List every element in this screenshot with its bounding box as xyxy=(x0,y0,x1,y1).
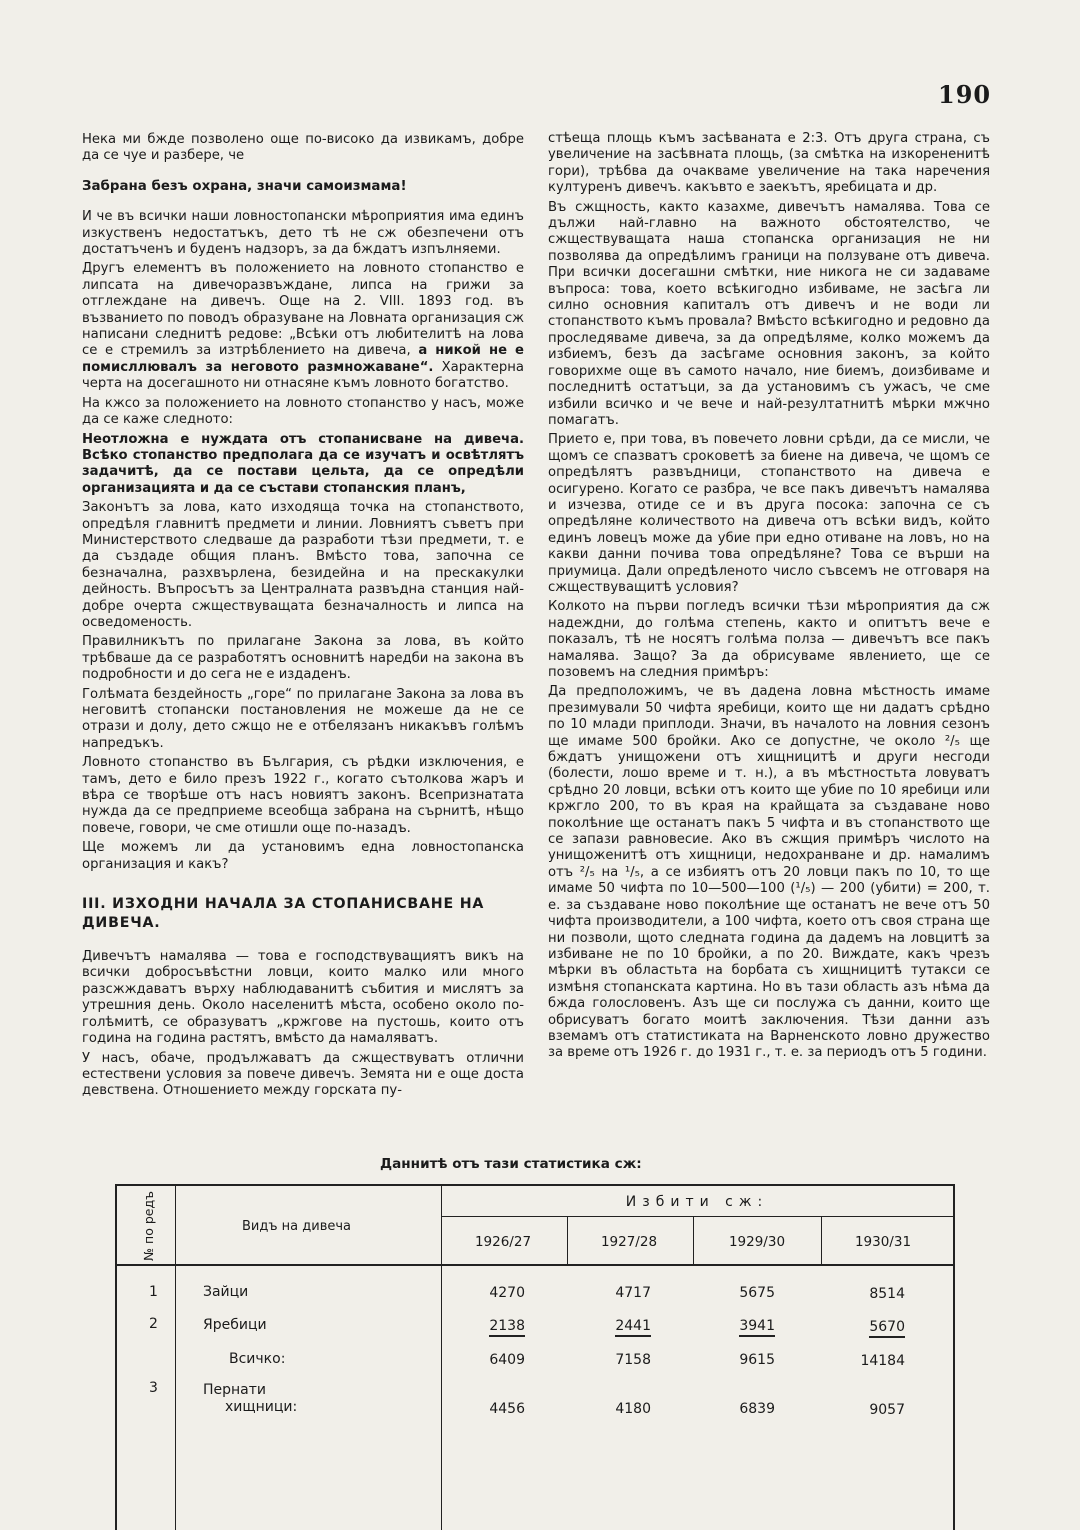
paragraph: У насъ, обаче, продължаватъ да сжществуватъ отлични естествени условия за повече дивечъ. Земята ни е още доста девствена. Отношението между горската пу- xyxy=(82,1050,524,1099)
row-number: 2 xyxy=(149,1316,158,1332)
underlined-value: 2138 xyxy=(489,1318,525,1337)
statistics-table xyxy=(115,1184,955,1530)
table-cell: 6409 xyxy=(489,1352,525,1368)
paragraph-bold-quote: а никой не е помисллювалъ за неговото размножаване“. xyxy=(82,343,524,375)
table-divider xyxy=(693,1216,694,1264)
table-cell xyxy=(695,1318,775,1334)
paragraph: Въ сжщность, както казахме, дивечътъ намалява. Това се дължи най-главно на важното обстоятелство, че сжществуващата наша стопанска организация не ни позволява да опредѣлимъ граници на ползуване отъ дивеча. При всички досегашни смѣтки, ние никога не си задаваме въпроса: това, което всѣкигодно избиваме, не засѣга ли силно основния капиталъ отъ дивечъ и не води ли стопанството къмъ провала? Вмѣсто всѣкигодно и редовно да проследяваме дивеча, за да опредѣляме, колко можемъ да избиемъ, безъ да засѣгаме основния законъ, за който говорихме още въ самото начало, ние биемъ, доизбиваме и последнитѣ остатъци, за да установимъ съ ужасъ, че сме избили всичко и че вече и най-резултатнитѣ мѣрки мжчно помагатъ. xyxy=(548,199,990,428)
underlined-value: 2441 xyxy=(615,1318,651,1337)
paragraph: Да предположимъ, че въ дадена ловна мѣстность имаме презимували 50 чифта яребици, които ще ни дадатъ срѣдно по 10 млади приплоди. Значи, въ началото на ловния сезонъ ще имаме 500 бройки. Ако се допустне, че около ²/₅ ще бждатъ унищожени отъ хищницитѣ и други несгоди (болести, лошо време и т. н.), а въ мѣстностьта ловуватъ срѣдно 20 ловци, всѣки отъ които ще убие по 10 яребици или кржгло 200, то въ края на крайщата за създаване ново поколѣние ще останатъ пакъ 5 чифта и въ стопанството ще се запази равновесие. Ако въ сжщия примѣръ числото на унищоженитѣ отъ хищници, недохранване и др. намалимъ отъ ²/₅ на ¹/₅, а се избиятъ отъ 20 ловци пакъ по 10, то ще имаме 50 чифта по 10—500—100 (¹/₅) — 200 (убити) = 200, т. е. за създаване ново поколѣние ще останатъ не вече отъ 50 чифта производители, а 100 чифта, което отъ своя страна ще ни позволи, щото следната година да дадемъ на ловцитѣ за избиване не по 10 бройки, а по 20. Виждате, какъ чрезъ мѣрки въ областьта на борбата съ хищницитѣ тутакси се измѣня стопанската картина. Но въ тази область азъ нѣма да бжда голословенъ. Азъ ще си послужа съ данни, които ще обрисуватъ богато моитѣ заключения. Тѣзи данни азъ вземамъ отъ статистиката на Варненското ловно дружество за време отъ 1926 г. до 1931 г., т. е. за периодъ отъ 5 години. xyxy=(548,684,990,1061)
table-cell xyxy=(445,1318,525,1334)
table-cell: 6839 xyxy=(739,1401,775,1417)
underlined-value: 3941 xyxy=(739,1318,775,1337)
page-number: 190 xyxy=(938,80,992,109)
paragraph xyxy=(82,261,524,392)
table-cell xyxy=(571,1318,651,1334)
row-kind-continued: хищници: xyxy=(225,1399,298,1415)
paragraph-text: Другъ елементъ въ положението на ловното стопанство е липсата на дивечоразвъждане, липса на грижи за отглеждане на дивечъ. Още на 2. VIII. 1893 год. въ възванието по поводъ образуване на Ловната организация сж написани следнитѣ редове: „Всѣки отъ любителитѣ на лова се е стремилъ за изтрѣблението на дивеча, xyxy=(82,261,524,359)
table-cell: 4717 xyxy=(615,1285,651,1301)
table-divider xyxy=(441,1216,953,1217)
column-header-year: 1930/31 xyxy=(854,1234,912,1250)
table-cell: 9057 xyxy=(869,1402,905,1418)
table-divider xyxy=(567,1216,568,1264)
paragraph: Колкото на първи погледъ всички тѣзи мѣроприятия да сж надеждни, до голѣма степень, както и опитътъ вече е показалъ, тѣ не носятъ голѣма полза — дивечътъ все пакъ намалява. Защо? За да обрисуваме явлението, ще се позовемъ на следния примѣръ: xyxy=(548,599,990,680)
paragraph: Голѣмата бездейность „горе“ по прилагане Закона за лова въ неговитѣ стопански постановления не можеше да не се отрази и долу, дето сжщо не е отбелязанъ никакъвъ голѣмъ напредъкъ. xyxy=(82,686,524,751)
table-caption: Даннитѣ отъ тази статистика сж: xyxy=(380,1156,642,1172)
table-cell: 4180 xyxy=(615,1401,651,1417)
left-column xyxy=(82,132,524,1103)
paragraph: И че въ всички наши ловностопански мѣроприятия има единъ изкуственъ недостатъкъ, дето тѣ не сж обезпечени отъ достатъченъ и буденъ надзоръ, за да бждатъ изпълняеми. xyxy=(82,209,524,258)
row-kind: Пернати xyxy=(203,1382,267,1398)
table-cell: 7158 xyxy=(615,1352,651,1368)
column-header-year: 1927/28 xyxy=(600,1234,658,1250)
table-cell: 14184 xyxy=(860,1353,905,1369)
table-cell xyxy=(825,1319,905,1335)
paragraph: Ловното стопанство въ България, съ рѣдки изключения, е тамъ, дето е било презъ 1922 г., когато сътолкова жаръ и вѣра се творѣше отъ насъ новиятъ законъ. Всепризнатата нужда да се предприеме всеобща забрана на сърнитѣ, нѣщо повече, говори, че сме отишли още по-назадъ. xyxy=(82,755,524,836)
underlined-value: 5670 xyxy=(869,1319,905,1338)
row-number: 3 xyxy=(149,1380,158,1396)
paragraph: На кжсо за положението на ловното стопанство у насъ, може да се каже следното: xyxy=(82,395,524,428)
column-header-year: 1929/30 xyxy=(728,1234,786,1250)
paragraph-bold: Неотложна е нуждата отъ стопанисване на дивеча. Всѣко стопанство предполага да се изучатъ и освѣтлятъ задачитѣ, да се постави цельта, да се опредѣли организацията и да се състави стопанския планъ, xyxy=(82,431,524,496)
column-header-no: № по редъ xyxy=(141,1191,156,1261)
column-header-year: 1926/27 xyxy=(474,1234,532,1250)
subheading: Забрана безъ охрана, значи самоизмама! xyxy=(82,178,407,194)
right-column xyxy=(548,131,990,1065)
row-number: 1 xyxy=(149,1284,158,1300)
table-cell: 4456 xyxy=(489,1401,525,1417)
table-cell: 5675 xyxy=(739,1285,775,1301)
row-kind: Зайци xyxy=(203,1284,249,1300)
column-header-killed: Избити сж: xyxy=(625,1194,769,1210)
paragraph-text: Характерна черта на досегашното ни отнасяне къмъ ловното богатство. xyxy=(82,359,524,392)
table-cell: 9615 xyxy=(739,1352,775,1368)
table-divider xyxy=(441,1186,442,1530)
header-rule xyxy=(117,1264,953,1266)
table-cell: 8514 xyxy=(869,1286,905,1302)
paragraph: Дивечътъ намалява — това е господствуващиятъ викъ на всички добросъвѣстни ловци, които малко или много разсжждаватъ върху наблюдаванитѣ събития и мислятъ за утрешния день. Около населенитѣ мѣста, особено около по-голѣмитѣ, се образуватъ „кржгове на пустошь, които отъ година на година растятъ, вмѣсто да намаляватъ. xyxy=(82,949,524,1047)
paragraph: Правилникътъ по прилагане Закона за лова, въ който трѣбваше да се разработятъ основнитѣ наредби на закона въ подробности и до сега не е издаденъ. xyxy=(82,634,524,683)
paragraph: Ще можемъ ли да установимъ една ловностопанска организация и какъ? xyxy=(82,840,524,872)
paragraph: стѣеща площь къмъ засѣваната е 2:3. Отъ друга страна, съ увеличение на засѣвната площь, (за смѣтка на изкорененитѣ гори), трѣбва да очакваме увеличение на така наречения културенъ дивечъ. какъвто е заекътъ, яребицата и др. xyxy=(548,131,990,196)
column-header-kind: Видъ на дивеча xyxy=(242,1219,352,1234)
table-cell: 4270 xyxy=(489,1285,525,1301)
paragraph: Законътъ за лова, като изходяща точка на стопанството, опредѣля главнитѣ предмети и линии. Ловниятъ съветъ при Министерството следваше да разработи тѣзи предмети, т. е да създаде общия планъ. Вмѣсто това, започна се безначална, разхвърлена, безидейна и на прескакулки дейность. Въпросътъ за Централната развъдна станция най-добре очерта сжществуващата безначалность и липса на осведоменость. xyxy=(82,500,524,630)
section-title: III. ИЗХОДНИ НАЧАЛА ЗА СТОПАНИСВАНЕ НА ДИВЕЧА. xyxy=(82,896,485,932)
paragraph: Прието е, при това, въ повечето ловни срѣди, да се мисли, че щомъ се спазватъ сроковетѣ за биене на дивеча, че щомъ се опредѣлятъ развъдници, стопанството на дивеча е осигурено. Когато се разбра, че все пакъ дивечътъ намалява и изчезва, отиде се и въ друга посока: започна се съ опредѣляне количеството на дивеча отъ всѣки видъ, който единъ ловецъ може да убие при едно отиване на ловъ, но на какви данни почива това опредѣляне? Това се върши на приумица. Дали опредѣленото число съвсемъ не отговаря на сжществуващитѣ условия? xyxy=(548,432,990,595)
row-kind-total: Всичко: xyxy=(229,1351,286,1367)
table-divider xyxy=(821,1216,822,1264)
paragraph: Нека ми бжде позволено още по-високо да извикамъ, добре да се чуе и разбере, че xyxy=(82,132,524,164)
row-kind: Яребици xyxy=(203,1317,267,1333)
